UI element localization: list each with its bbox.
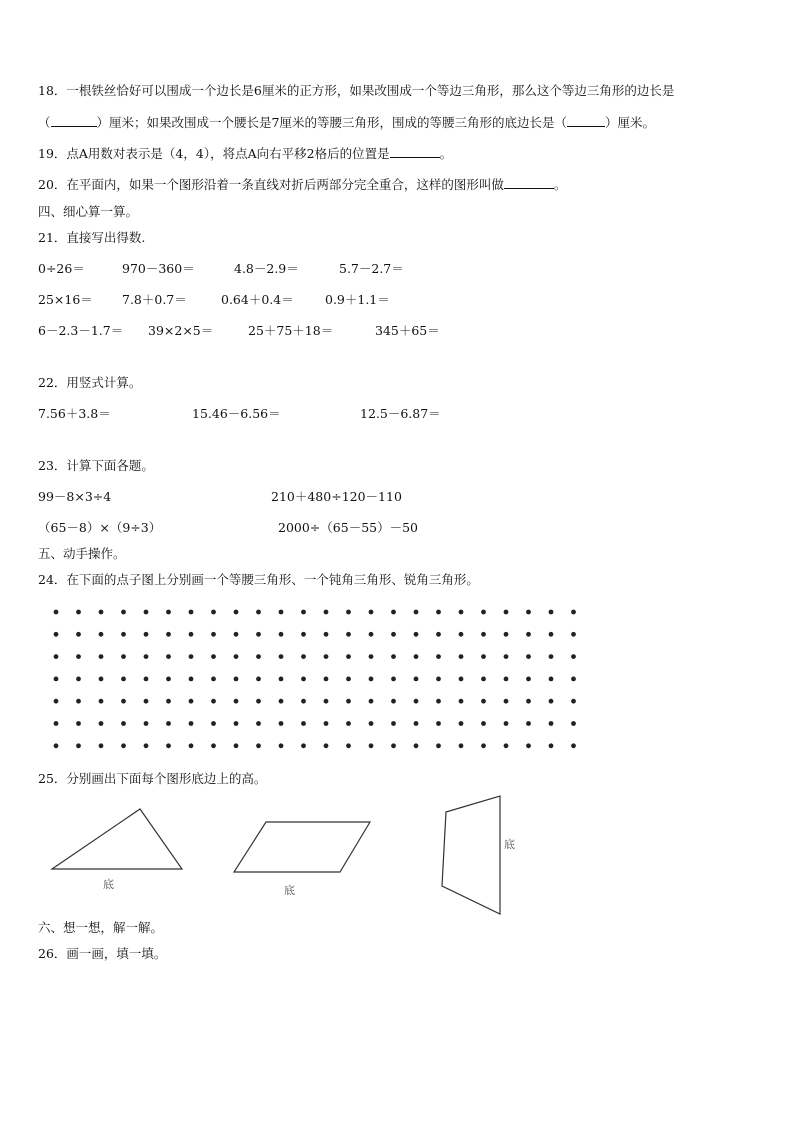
grid-dot[interactable] bbox=[234, 721, 239, 726]
q19-text: 19．点A用数对表示是（4，4），将点A向右平移2格后的位置是 bbox=[38, 146, 390, 161]
grid-dot[interactable] bbox=[549, 610, 554, 615]
grid-dot[interactable] bbox=[211, 721, 216, 726]
grid-dot[interactable] bbox=[211, 654, 216, 659]
triangle-figure[interactable] bbox=[52, 809, 182, 869]
grid-dot[interactable] bbox=[211, 743, 216, 748]
q21-item: 4.8－2.9＝ bbox=[234, 261, 299, 276]
grid-dot[interactable] bbox=[279, 632, 284, 637]
grid-dot[interactable] bbox=[346, 721, 351, 726]
grid-dot[interactable] bbox=[504, 721, 509, 726]
q19-line bbox=[38, 146, 452, 162]
grid-dot[interactable] bbox=[234, 699, 239, 704]
q21-item: 0.9＋1.1＝ bbox=[325, 292, 390, 307]
grid-dot[interactable] bbox=[301, 743, 306, 748]
q23-title: 23．计算下面各题。 bbox=[38, 458, 154, 473]
q21-item: 0.64＋0.4＝ bbox=[221, 292, 294, 307]
section-4-heading: 四、细心算一算。 bbox=[38, 204, 139, 219]
grid-dot[interactable] bbox=[144, 632, 149, 637]
q21-item: 25＋75＋18＝ bbox=[248, 323, 334, 338]
grid-dot[interactable] bbox=[76, 610, 81, 615]
grid-dot[interactable] bbox=[166, 654, 171, 659]
q19-answer-blank[interactable] bbox=[390, 157, 440, 158]
grid-dot[interactable] bbox=[256, 632, 261, 637]
grid-dot[interactable] bbox=[369, 699, 374, 704]
grid-dot[interactable] bbox=[189, 677, 194, 682]
grid-dot[interactable] bbox=[481, 632, 486, 637]
grid-dot[interactable] bbox=[481, 699, 486, 704]
grid-dot[interactable] bbox=[189, 610, 194, 615]
grid-dot[interactable] bbox=[436, 699, 441, 704]
grid-dot[interactable] bbox=[526, 654, 531, 659]
grid-dot[interactable] bbox=[166, 632, 171, 637]
grid-dot[interactable] bbox=[459, 632, 464, 637]
grid-dot[interactable] bbox=[481, 721, 486, 726]
q22-item: 7.56＋3.8＝ bbox=[38, 406, 111, 421]
grid-dot[interactable] bbox=[301, 721, 306, 726]
grid-dot[interactable] bbox=[324, 721, 329, 726]
grid-dot[interactable] bbox=[459, 721, 464, 726]
grid-dot[interactable] bbox=[54, 743, 59, 748]
q19-end: 。 bbox=[439, 146, 453, 161]
grid-dot[interactable] bbox=[99, 654, 104, 659]
q21-item: 0÷26＝ bbox=[38, 261, 85, 276]
grid-dot[interactable] bbox=[234, 632, 239, 637]
grid-dot[interactable] bbox=[76, 654, 81, 659]
grid-dot[interactable] bbox=[189, 743, 194, 748]
q20-end: 。 bbox=[553, 177, 567, 192]
grid-dot[interactable] bbox=[121, 743, 126, 748]
q25-figures bbox=[40, 790, 560, 920]
grid-dot[interactable] bbox=[256, 654, 261, 659]
grid-dot[interactable] bbox=[189, 721, 194, 726]
q22-title: 22．用竖式计算。 bbox=[38, 375, 142, 390]
grid-dot[interactable] bbox=[436, 677, 441, 682]
grid-dot[interactable] bbox=[76, 721, 81, 726]
grid-dot[interactable] bbox=[549, 743, 554, 748]
grid-dot[interactable] bbox=[549, 699, 554, 704]
grid-dot[interactable] bbox=[166, 610, 171, 615]
q20-answer-blank[interactable] bbox=[504, 188, 554, 189]
grid-dot[interactable] bbox=[414, 699, 419, 704]
grid-dot[interactable] bbox=[301, 699, 306, 704]
grid-dot[interactable] bbox=[189, 654, 194, 659]
grid-dot[interactable] bbox=[144, 654, 149, 659]
grid-dot[interactable] bbox=[211, 699, 216, 704]
grid-dot[interactable] bbox=[144, 677, 149, 682]
grid-dot[interactable] bbox=[189, 632, 194, 637]
grid-dot[interactable] bbox=[301, 677, 306, 682]
section-6-heading: 六、想一想，解一解。 bbox=[38, 920, 164, 935]
grid-dot[interactable] bbox=[504, 699, 509, 704]
grid-dot[interactable] bbox=[54, 699, 59, 704]
grid-dot[interactable] bbox=[504, 610, 509, 615]
grid-dot[interactable] bbox=[391, 699, 396, 704]
grid-dot[interactable] bbox=[549, 721, 554, 726]
q23-item: （65－8）×（9÷3） bbox=[38, 520, 162, 535]
grid-dot[interactable] bbox=[301, 610, 306, 615]
grid-dot[interactable] bbox=[436, 654, 441, 659]
grid-dot[interactable] bbox=[256, 677, 261, 682]
grid-dot[interactable] bbox=[571, 610, 576, 615]
q18-text-end: ）厘米。 bbox=[604, 115, 655, 130]
grid-dot[interactable] bbox=[526, 699, 531, 704]
grid-dot[interactable] bbox=[459, 610, 464, 615]
grid-dot[interactable] bbox=[414, 677, 419, 682]
grid-dot[interactable] bbox=[391, 743, 396, 748]
grid-dot[interactable] bbox=[54, 610, 59, 615]
grid-dot[interactable] bbox=[346, 610, 351, 615]
grid-dot[interactable] bbox=[211, 677, 216, 682]
grid-dot[interactable] bbox=[121, 699, 126, 704]
grid-dot[interactable] bbox=[391, 610, 396, 615]
grid-dot[interactable] bbox=[369, 743, 374, 748]
grid-dot[interactable] bbox=[436, 743, 441, 748]
grid-dot[interactable] bbox=[324, 654, 329, 659]
grid-dot[interactable] bbox=[526, 743, 531, 748]
q21-item: 39×2×5＝ bbox=[148, 323, 214, 338]
q23-item: 2000÷（65－55）－50 bbox=[278, 520, 419, 535]
grid-dot[interactable] bbox=[504, 654, 509, 659]
grid-dot[interactable] bbox=[324, 743, 329, 748]
grid-dot[interactable] bbox=[571, 743, 576, 748]
grid-dot[interactable] bbox=[121, 610, 126, 615]
grid-dot[interactable] bbox=[99, 677, 104, 682]
grid-dot[interactable] bbox=[481, 677, 486, 682]
grid-dot[interactable] bbox=[144, 610, 149, 615]
q21-item: 345＋65＝ bbox=[375, 323, 440, 338]
grid-dot[interactable] bbox=[459, 743, 464, 748]
dot-grid[interactable] bbox=[44, 602, 584, 752]
grid-dot[interactable] bbox=[324, 632, 329, 637]
grid-dot[interactable] bbox=[279, 610, 284, 615]
grid-dot[interactable] bbox=[549, 632, 554, 637]
trapezoid-figure[interactable] bbox=[442, 796, 500, 914]
grid-dot[interactable] bbox=[436, 721, 441, 726]
q18-paren-open: （ bbox=[38, 115, 51, 130]
grid-dot[interactable] bbox=[526, 610, 531, 615]
grid-dot[interactable] bbox=[279, 743, 284, 748]
grid-dot[interactable] bbox=[369, 654, 374, 659]
grid-dot[interactable] bbox=[369, 677, 374, 682]
grid-dot[interactable] bbox=[301, 654, 306, 659]
grid-dot[interactable] bbox=[391, 677, 396, 682]
grid-dot[interactable] bbox=[571, 699, 576, 704]
grid-dot[interactable] bbox=[526, 721, 531, 726]
grid-dot[interactable] bbox=[391, 654, 396, 659]
q20-text: 20．在平面内，如果一个图形沿着一条直线对折后两部分完全重合，这样的图形叫做 bbox=[38, 177, 504, 192]
grid-dot[interactable] bbox=[504, 677, 509, 682]
section-5-heading: 五、动手操作。 bbox=[38, 546, 126, 561]
grid-dot[interactable] bbox=[121, 654, 126, 659]
grid-dot[interactable] bbox=[234, 743, 239, 748]
grid-dot[interactable] bbox=[99, 743, 104, 748]
grid-dot[interactable] bbox=[211, 632, 216, 637]
grid-dot[interactable] bbox=[481, 743, 486, 748]
q22-item: 15.46－6.56＝ bbox=[192, 406, 281, 421]
grid-dot[interactable] bbox=[346, 677, 351, 682]
grid-dot[interactable] bbox=[414, 610, 419, 615]
grid-dot[interactable] bbox=[526, 632, 531, 637]
grid-dot[interactable] bbox=[166, 699, 171, 704]
grid-dot[interactable] bbox=[571, 632, 576, 637]
grid-dot[interactable] bbox=[571, 721, 576, 726]
grid-dot[interactable] bbox=[436, 632, 441, 637]
grid-dot[interactable] bbox=[369, 610, 374, 615]
q18-line-2 bbox=[38, 115, 655, 131]
q21-item: 5.7－2.7＝ bbox=[339, 261, 404, 276]
grid-dot[interactable] bbox=[279, 654, 284, 659]
grid-dot[interactable] bbox=[256, 699, 261, 704]
grid-dot[interactable] bbox=[346, 632, 351, 637]
q18-answer-blank-2[interactable] bbox=[567, 126, 605, 127]
grid-dot[interactable] bbox=[481, 654, 486, 659]
grid-dot[interactable] bbox=[346, 699, 351, 704]
q20-line bbox=[38, 177, 566, 193]
grid-dot[interactable] bbox=[391, 721, 396, 726]
q21-item: 25×16＝ bbox=[38, 292, 93, 307]
q23-item: 99－8×3÷4 bbox=[38, 489, 112, 504]
q22-item: 12.5－6.87＝ bbox=[360, 406, 441, 421]
grid-dot[interactable] bbox=[369, 632, 374, 637]
q18-text-middle: ）厘米；如果改围成一个腰长是7厘米的等腰三角形，围成的等腰三角形的底边长是（ bbox=[96, 115, 567, 130]
grid-dot[interactable] bbox=[54, 654, 59, 659]
q18-line-1: 18．一根铁丝恰好可以围成一个边长是6厘米的正方形，如果改围成一个等边三角形，那么这个等边三角形的边长是 bbox=[38, 83, 675, 98]
grid-dot[interactable] bbox=[346, 654, 351, 659]
grid-dot[interactable] bbox=[234, 677, 239, 682]
grid-dot[interactable] bbox=[76, 632, 81, 637]
grid-dot[interactable] bbox=[459, 654, 464, 659]
grid-dot[interactable] bbox=[279, 677, 284, 682]
grid-dot[interactable] bbox=[504, 743, 509, 748]
grid-dot[interactable] bbox=[459, 699, 464, 704]
grid-dot[interactable] bbox=[481, 610, 486, 615]
grid-dot[interactable] bbox=[549, 677, 554, 682]
trapezoid-base-label: 底 bbox=[504, 838, 515, 851]
grid-dot[interactable] bbox=[76, 677, 81, 682]
grid-dot[interactable] bbox=[256, 610, 261, 615]
grid-dot[interactable] bbox=[54, 632, 59, 637]
q18-answer-blank-1[interactable] bbox=[51, 126, 97, 127]
q24-title: 24．在下面的点子图上分别画一个等腰三角形、一个钝角三角形、锐角三角形。 bbox=[38, 572, 479, 587]
grid-dot[interactable] bbox=[414, 654, 419, 659]
q26-title: 26．画一画，填一填。 bbox=[38, 946, 167, 961]
grid-dot[interactable] bbox=[99, 721, 104, 726]
grid-dot[interactable] bbox=[99, 610, 104, 615]
grid-dot[interactable] bbox=[144, 721, 149, 726]
grid-dot[interactable] bbox=[121, 721, 126, 726]
grid-dot[interactable] bbox=[76, 699, 81, 704]
grid-dot[interactable] bbox=[144, 699, 149, 704]
grid-dot[interactable] bbox=[414, 632, 419, 637]
grid-dot[interactable] bbox=[121, 632, 126, 637]
q21-item: 6－2.3－1.7＝ bbox=[38, 323, 124, 338]
grid-dot[interactable] bbox=[99, 699, 104, 704]
grid-dot[interactable] bbox=[121, 677, 126, 682]
grid-dot[interactable] bbox=[279, 721, 284, 726]
grid-dot[interactable] bbox=[166, 677, 171, 682]
q23-item: 210＋480÷120－110 bbox=[271, 489, 402, 504]
grid-dot[interactable] bbox=[301, 632, 306, 637]
grid-dot[interactable] bbox=[549, 654, 554, 659]
grid-dot[interactable] bbox=[166, 721, 171, 726]
grid-dot[interactable] bbox=[76, 743, 81, 748]
grid-dot[interactable] bbox=[256, 743, 261, 748]
grid-dot[interactable] bbox=[414, 721, 419, 726]
grid-dot[interactable] bbox=[166, 743, 171, 748]
grid-dot[interactable] bbox=[54, 677, 59, 682]
grid-dot[interactable] bbox=[571, 654, 576, 659]
grid-dot[interactable] bbox=[99, 632, 104, 637]
grid-dot[interactable] bbox=[54, 721, 59, 726]
grid-dot[interactable] bbox=[459, 677, 464, 682]
grid-dot[interactable] bbox=[189, 699, 194, 704]
grid-dot[interactable] bbox=[414, 743, 419, 748]
q25-title: 25．分别画出下面每个图形底边上的高。 bbox=[38, 771, 267, 786]
grid-dot[interactable] bbox=[211, 610, 216, 615]
parallelogram-figure[interactable] bbox=[234, 822, 370, 872]
grid-dot[interactable] bbox=[234, 610, 239, 615]
grid-dot[interactable] bbox=[526, 677, 531, 682]
q21-item: 970－360＝ bbox=[122, 261, 195, 276]
grid-dot[interactable] bbox=[144, 743, 149, 748]
grid-dot[interactable] bbox=[369, 721, 374, 726]
grid-dot[interactable] bbox=[436, 610, 441, 615]
grid-dot[interactable] bbox=[256, 721, 261, 726]
q21-title: 21．直接写出得数. bbox=[38, 230, 146, 245]
parallelogram-base-label: 底 bbox=[284, 884, 295, 897]
grid-dot[interactable] bbox=[324, 610, 329, 615]
grid-dot[interactable] bbox=[391, 632, 396, 637]
grid-dot[interactable] bbox=[346, 743, 351, 748]
grid-dot[interactable] bbox=[234, 654, 239, 659]
grid-dot[interactable] bbox=[324, 699, 329, 704]
grid-dot[interactable] bbox=[504, 632, 509, 637]
q21-item: 7.8＋0.7＝ bbox=[122, 292, 187, 307]
grid-dot[interactable] bbox=[279, 699, 284, 704]
grid-dot[interactable] bbox=[324, 677, 329, 682]
grid-dot[interactable] bbox=[571, 677, 576, 682]
triangle-base-label: 底 bbox=[103, 878, 114, 891]
